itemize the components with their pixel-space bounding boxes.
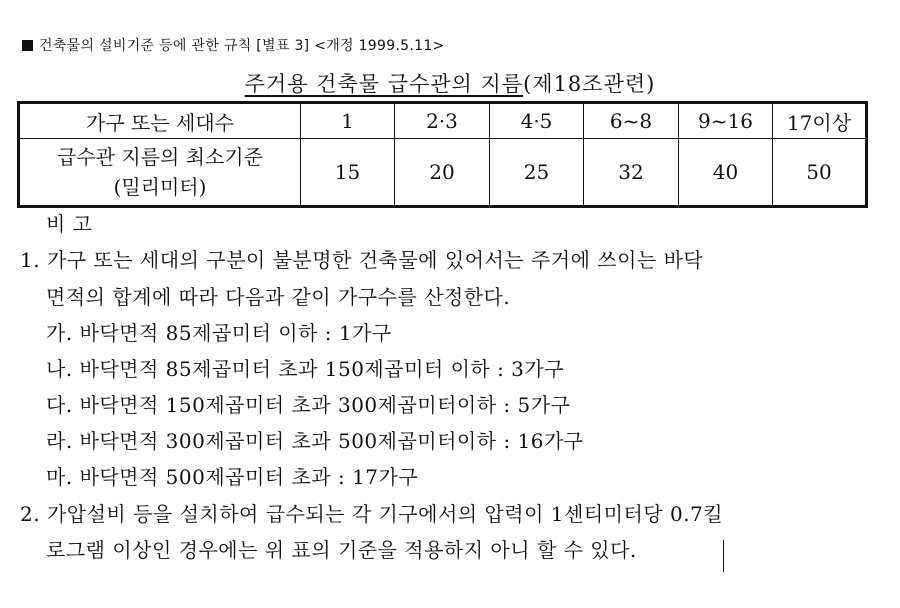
row-label-diameter-line1: 급수관 지름의 최소기준 <box>57 145 263 169</box>
table-cell: 50 <box>773 139 867 207</box>
title-suffix: (제18조관련) <box>523 72 656 96</box>
table-cell: 2·3 <box>395 103 490 139</box>
row-label-diameter <box>19 139 301 207</box>
note-sub-item: 가. 바닥면적 85제곱미터 이하 : 1가구 <box>46 321 392 345</box>
note-1-line-2: 면적의 합계에 따라 다음과 같이 가구수를 산정한다. <box>46 285 511 309</box>
table-cell: 4·5 <box>490 103 584 139</box>
note-2-line-1: 2. 가압설비 등을 설치하여 급수되는 각 기구에서의 압력이 1센티미터당 0.7킬 <box>20 502 724 526</box>
document-header <box>22 35 445 55</box>
text-cursor <box>723 540 724 572</box>
black-square-icon <box>22 40 33 51</box>
table-cell: 15 <box>301 139 395 207</box>
row-label-households: 가구 또는 세대수 <box>19 103 301 139</box>
table-row-diameters <box>19 139 867 207</box>
note-2-line-2: 로그램 이상인 경우에는 위 표의 기준을 적용하지 아니 할 수 있다. <box>46 538 637 562</box>
note-sub-item: 다. 바닥면적 150제곱미터 초과 300제곱미터이하 : 5가구 <box>46 393 571 417</box>
title-main: 주거용 건축물 급수관의 지름 <box>244 72 524 96</box>
table-row-households <box>19 103 867 139</box>
document-title <box>0 68 900 98</box>
table-cell: 17이상 <box>773 103 867 139</box>
row-label-diameter-line2: (밀리미터) <box>113 175 207 199</box>
table-cell: 40 <box>679 139 773 207</box>
note-sub-item: 마. 바닥면적 500제곱미터 초과 : 17가구 <box>46 465 419 489</box>
table-cell: 32 <box>584 139 679 207</box>
table-cell: 1 <box>301 103 395 139</box>
note-sub-item: 나. 바닥면적 85제곱미터 초과 150제곱미터 이하 : 3가구 <box>46 357 565 381</box>
table-cell: 6~8 <box>584 103 679 139</box>
notes-heading: 비 고 <box>46 212 93 236</box>
note-1-line-1: 1. 가구 또는 세대의 구분이 불분명한 건축물에 있어서는 주거에 쓰이는 바닥 <box>20 248 704 272</box>
header-text: 건축물의 설비기준 등에 관한 규칙 [별표 3] <개정 1999.5.11> <box>39 38 445 54</box>
table-cell: 20 <box>395 139 490 207</box>
table-cell: 25 <box>490 139 584 207</box>
pipe-diameter-table <box>17 101 868 208</box>
table-cell: 9~16 <box>679 103 773 139</box>
note-sub-item: 라. 바닥면적 300제곱미터 초과 500제곱미터이하 : 16가구 <box>46 429 584 453</box>
